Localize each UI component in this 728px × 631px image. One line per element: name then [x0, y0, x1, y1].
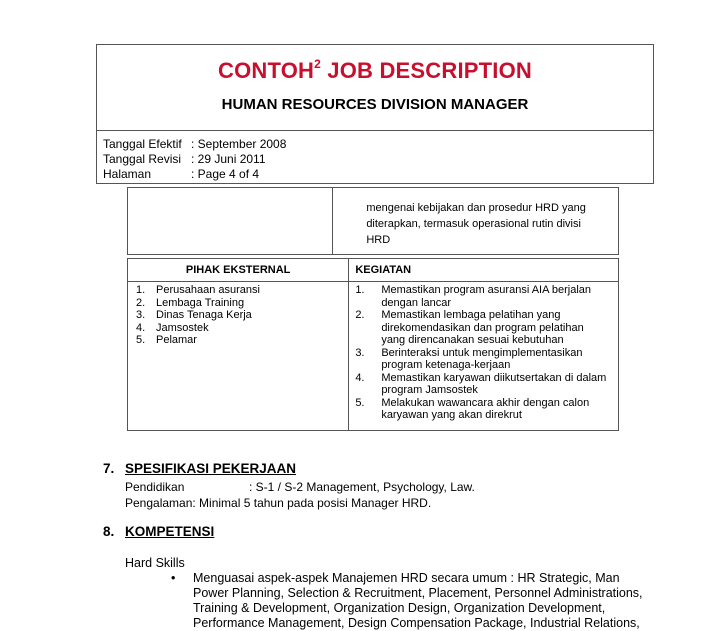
list-item: 4. Jamsostek [136, 321, 209, 334]
list-item: 5. Pelamar [136, 334, 197, 346]
list-item: 3. Dinas Tenaga Kerja [136, 309, 252, 321]
list-item: 2. Lembaga Training [136, 296, 245, 309]
list-item: 1. Perusahaan asuransi [136, 284, 260, 296]
document-title: CONTOH$^2$ JOB DESCRIPTION [217, 56, 533, 83]
education-line: Pendidikan : S-1 / S-2 Management, Psychology, Law. [125, 480, 475, 494]
list-item: 4. Memastikan karyawan diikutsertakan di dalam program Jamsostek [355, 371, 607, 396]
list-item: 3. Berinteraksi untuk mengimplementasikan program ketenaga-kerjaan [355, 346, 583, 371]
meta-effective-date: Tanggal Efektif : September 2008 [103, 137, 287, 151]
bullet-dot-icon: • [171, 571, 176, 585]
document-subtitle: HUMAN RESOURCES DIVISION MANAGER [221, 96, 529, 113]
internal-continuation-table [127, 187, 619, 255]
continuation-right-cell: mengenai kebijakan dan prosedur HRD yang diterapkan, termasuk operasional rutin divisi HRD [333, 188, 619, 255]
section-8-heading: 8. KOMPETENSI [103, 524, 215, 539]
hard-skills-label: Hard Skills [125, 556, 185, 570]
parties-cell [128, 282, 349, 431]
section-7-heading: 7. SPESIFIKASI PEKERJAAN [103, 461, 297, 476]
title-superscript: 2 [314, 56, 321, 71]
list-item: 2. Memastikan lembaga pelatihan yang direkomendasikan dan program pelatihan yang direncanakan sesuai kebutuhan [355, 309, 584, 346]
list-item: 5. Melakukan wawancara akhir dengan calon karyawan yang akan direkrut [355, 396, 590, 421]
experience-line: Pengalaman: Minimal 5 tahun pada posisi Manager HRD. [125, 496, 432, 510]
continuation-left-cell [128, 188, 333, 255]
hard-skills-text: Menguasai aspek-aspek Manajemen HRD secara umum : HR Strategic, Man Power Planning, Selection & Recruitment, Placement, Personnel Administrations, Training & Development, Organization Design, Organization Development, Performance Management, Design Compensation Package, Industrial Relations, [193, 571, 643, 630]
list-item: 1. Memastikan program asuransi AIA berjalan dengan lancar [355, 284, 592, 309]
external-parties-table [127, 258, 619, 431]
activities-cell [349, 282, 619, 431]
col-header-activity: KEGIATAN [349, 259, 619, 282]
header-divider [96, 130, 654, 131]
meta-page: Halaman : Page 4 of 4 [103, 167, 260, 181]
meta-revision-date: Tanggal Revisi : 29 Juni 2011 [103, 152, 266, 166]
col-header-external: PIHAK EKSTERNAL [128, 259, 349, 282]
activities-list [355, 284, 614, 422]
parties-list [136, 284, 348, 347]
